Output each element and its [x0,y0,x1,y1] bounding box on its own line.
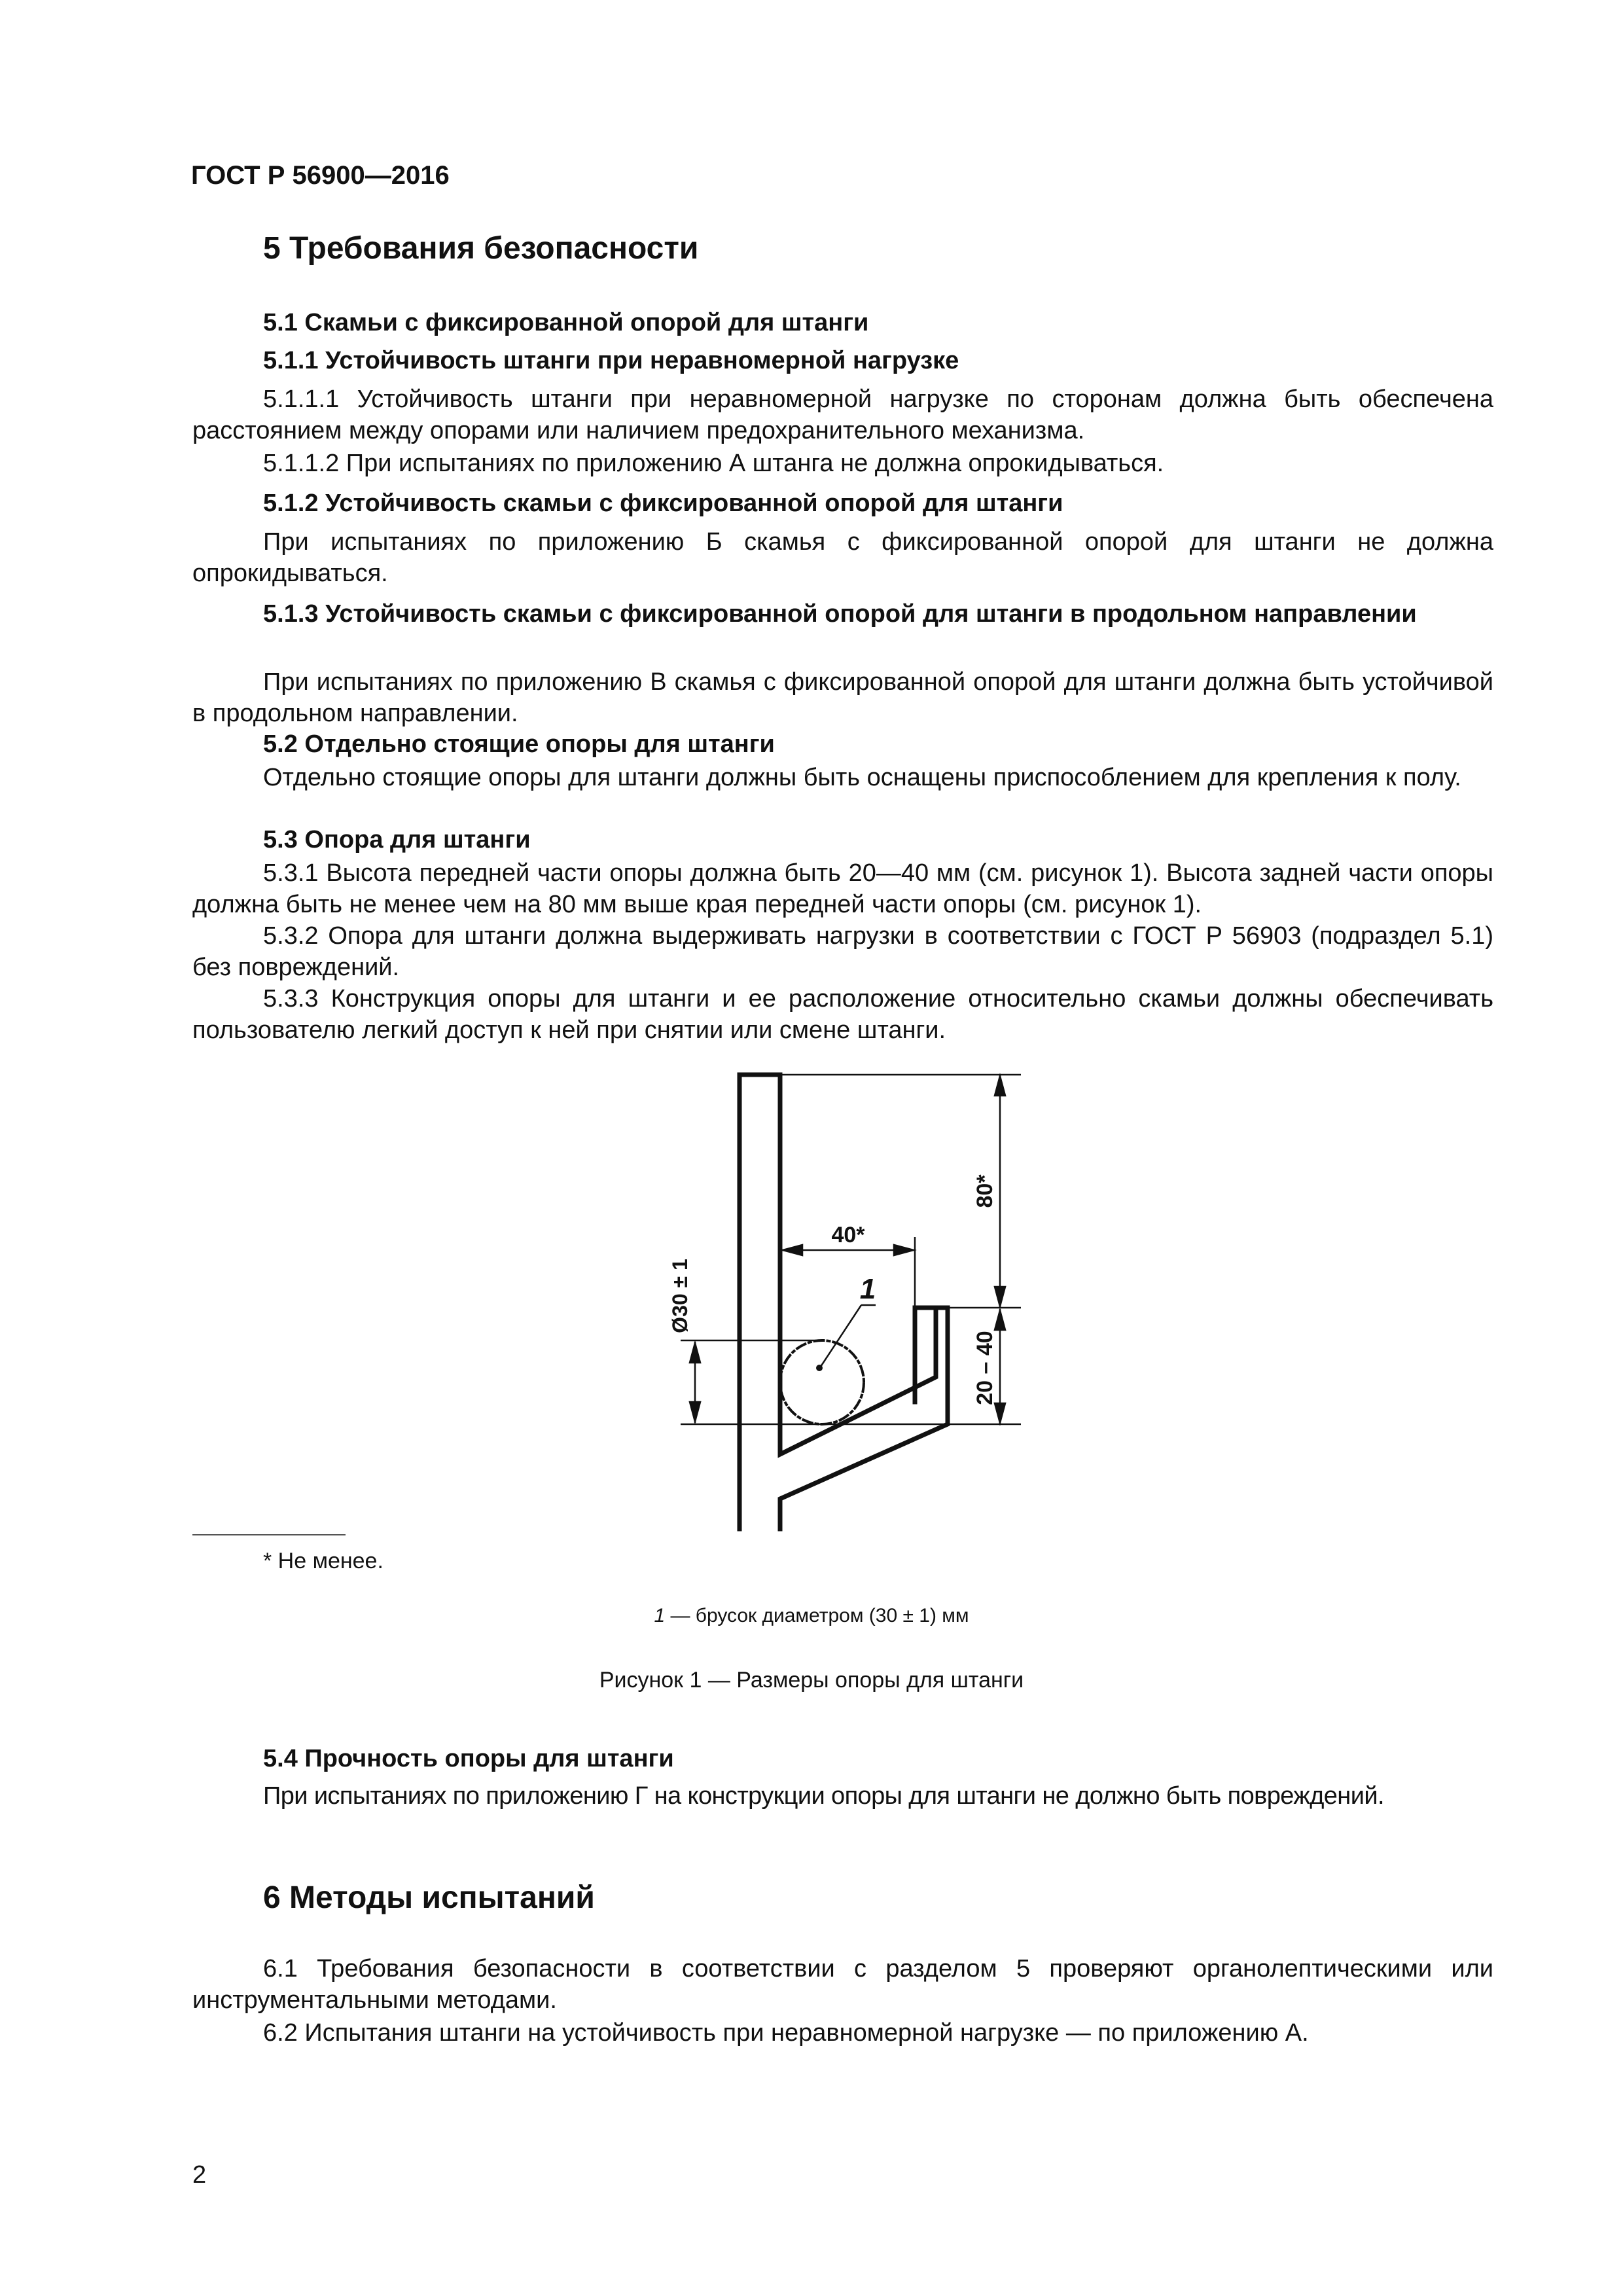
bar-circle [780,1340,864,1424]
heading-5-3: 5.3 Опора для штанги [263,826,531,853]
footnote-separator [192,1534,346,1535]
heading-5-1-3: 5.1.3 Устойчивость скамьи с фиксированной опорой для штанги в продольном направлении [263,600,1417,628]
legend-text: — брусок диаметром (30 ± 1) мм [665,1605,969,1626]
support-post [740,1075,780,1529]
section-6-title: 6 Методы испытаний [263,1880,595,1915]
dim-width-label: 40* [831,1223,865,1247]
paragraph-5-4: При испытаниях по приложению Г на конструкции опоры для штанги не должно быть повреждений. [263,1782,1384,1810]
paragraph-5-1-1-2: 5.1.1.2 При испытаниях по приложению А штанга не должна опрокидываться. [263,450,1164,477]
heading-5-1-2: 5.1.2 Устойчивость скамьи с фиксированной опорой для штанги [263,490,1063,517]
callout-1: 1 [859,1273,876,1305]
figure-legend [0,1605,1623,1627]
paragraph-5-1-1-1: 5.1.1.1 Устойчивость штанги при неравномерной нагрузке по сторонам должна быть обеспечена расстоянием между опорами или наличием предохранительного механизма. [192,386,1493,444]
dim-diameter-label: Ø30 ± 1 [668,1259,692,1333]
heading-5-1-1: 5.1.1 Устойчивость штанги при неравномерной нагрузке [263,347,959,374]
heading-5-4: 5.4 Прочность опоры для штанги [263,1745,674,1772]
heading-5-1: 5.1 Скамьи с фиксированной опорой для штанги [263,309,869,336]
paragraph-5-3-1: 5.3.1 Высота передней части опоры должна быть 20—40 мм (см. рисунок 1). Высота задней части опоры должна быть не менее чем на 80 мм выше края передней части опоры (см. рисунок 1). [192,859,1493,918]
dim-back-label: 80* [972,1174,997,1208]
section-5-title: 5 Требования безопасности [263,231,699,266]
paragraph-5-2: Отдельно стоящие опоры для штанги должны быть оснащены приспособлением для крепления к полу. [263,764,1461,791]
paragraph-5-1-2: При испытаниях по приложению Б скамья с фиксированной опорой для штанги не должна опрокидываться. [192,528,1493,587]
paragraph-5-1-3: При испытаниях по приложению В скамья с фиксированной опорой для штанги должна быть устойчивой в продольном направлении. [192,668,1493,727]
paragraph-6-1: 6.1 Требования безопасности в соответствии с разделом 5 проверяют органолептическими или инструментальными методами. [192,1955,1493,2014]
page-number: 2 [192,2161,207,2189]
figure-caption: Рисунок 1 — Размеры опоры для штанги [599,1668,1024,1693]
paragraph-6-2: 6.2 Испытания штанги на устойчивость при неравномерной нагрузке — по приложению А. [263,2019,1309,2047]
footnote: * Не менее. [263,1549,383,1573]
dim-front-label: 20 – 40 [972,1331,997,1405]
paragraph-5-3-3: 5.3.3 Конструкция опоры для штанги и ее расположение относительно скамьи должны обеспечивать пользователю легкий доступ к ней при снятии или смене штанги. [192,985,1493,1044]
paragraph-5-3-2: 5.3.2 Опора для штанги должна выдерживать нагрузки в соответствии с ГОСТ Р 56903 (подраздел 5.1) без повреждений. [192,922,1493,981]
legend-number: 1 [654,1605,666,1626]
heading-5-2: 5.2 Отдельно стоящие опоры для штанги [263,730,775,758]
document-header: ГОСТ Р 56900—2016 [191,161,450,190]
